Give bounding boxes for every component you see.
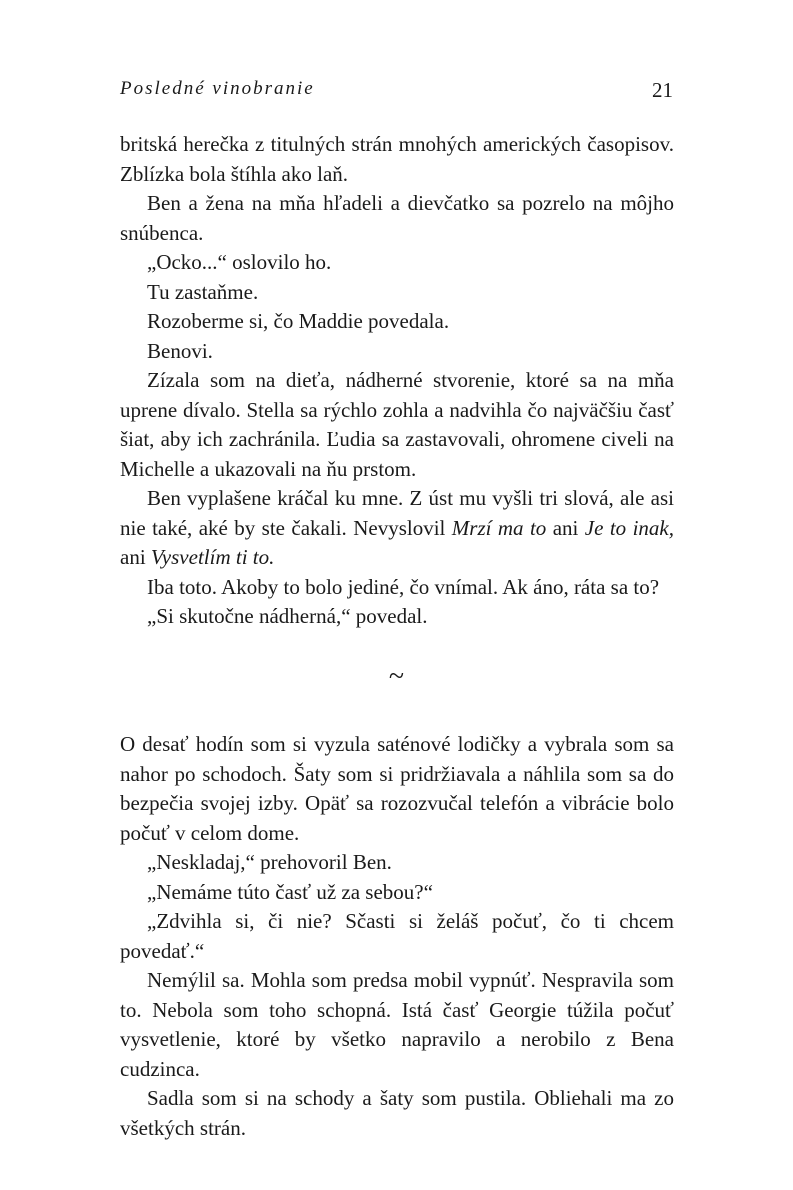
text-section-2	[120, 730, 674, 1143]
paragraph	[120, 484, 674, 573]
running-head-title: Posledné vinobranie	[120, 78, 315, 99]
paragraph: „Nemáme túto časť už za sebou?“	[147, 879, 433, 904]
paragraph: „Ocko...“ oslovilo ho.	[147, 250, 332, 274]
text-section-1	[120, 130, 674, 632]
text-run: ani	[120, 545, 151, 569]
paragraph: „Neskladaj,“ prehovoril Ben.	[147, 850, 392, 874]
page-number: 21	[652, 78, 673, 102]
paragraph: britská herečka z titulných strán mnohých amerických časopisov. Zblízka bola štíhla ako laň.	[120, 132, 674, 186]
paragraph: Iba toto. Akoby to bolo jediné, čo vnímal. Ak áno, ráta sa to?	[147, 574, 660, 599]
text-run: ani	[546, 515, 585, 540]
section-separator: ~	[388, 661, 405, 692]
paragraph: Ben a žena na mňa hľadeli a dievčatko sa pozrelo na môjho snúbenca.	[120, 191, 674, 245]
italic-phrase: Je to inak,	[584, 515, 674, 540]
paragraph: „Si skutočne nádherná,“ povedal.	[147, 604, 428, 628]
paragraph: Tu zastaňme.	[147, 279, 259, 304]
text-run: Ben vyplašene kráčal ku mne. Z úst mu vyšli tri slová, ale asi nie také, aké by ste čakali. Nevyslovil	[120, 486, 674, 540]
paragraph: „Zdvihla si, či nie? Sčasti si želáš počuť, čo ti chcem povedať.“	[120, 909, 674, 963]
paragraph: Benovi.	[147, 338, 213, 363]
paragraph: Rozoberme si, čo Maddie povedala.	[147, 309, 450, 333]
paragraph: Nemýlil sa. Mohla som predsa mobil vypnúť. Nespravila som to. Nebola som toho schopná. Istá časť Georgie túžila počuť vysvetlenie, ktoré by všetko napravilo a nerobilo z Bena cudzinca.	[120, 968, 674, 1081]
paragraph: O desať hodín som si vyzula saténové lodičky a vybrala som sa nahor po schodoch. Šaty som si pridržiavala a náhlila som sa do bezpečia svojej izby. Opäť sa rozozvučal telefón a vibrácie bolo počuť v celom dome.	[120, 732, 674, 845]
italic-phrase: Vysvetlím ti to.	[150, 545, 275, 569]
italic-phrase: Mrzí ma to	[451, 515, 547, 540]
paragraph: Sadla som si na schody a šaty som pustila. Obliehali ma zo všetkých strán.	[120, 1086, 674, 1140]
paragraph: Zízala som na dieťa, nádherné stvorenie, ktoré sa na mňa uprene dívalo. Stella sa rýchlo zohla a nadvihla čo najväčšiu časť šiat, aby ich zachránila. Ľudia sa zastavovali, ohromene civeli na Michelle a ukazovali na ňu prstom.	[120, 368, 674, 481]
